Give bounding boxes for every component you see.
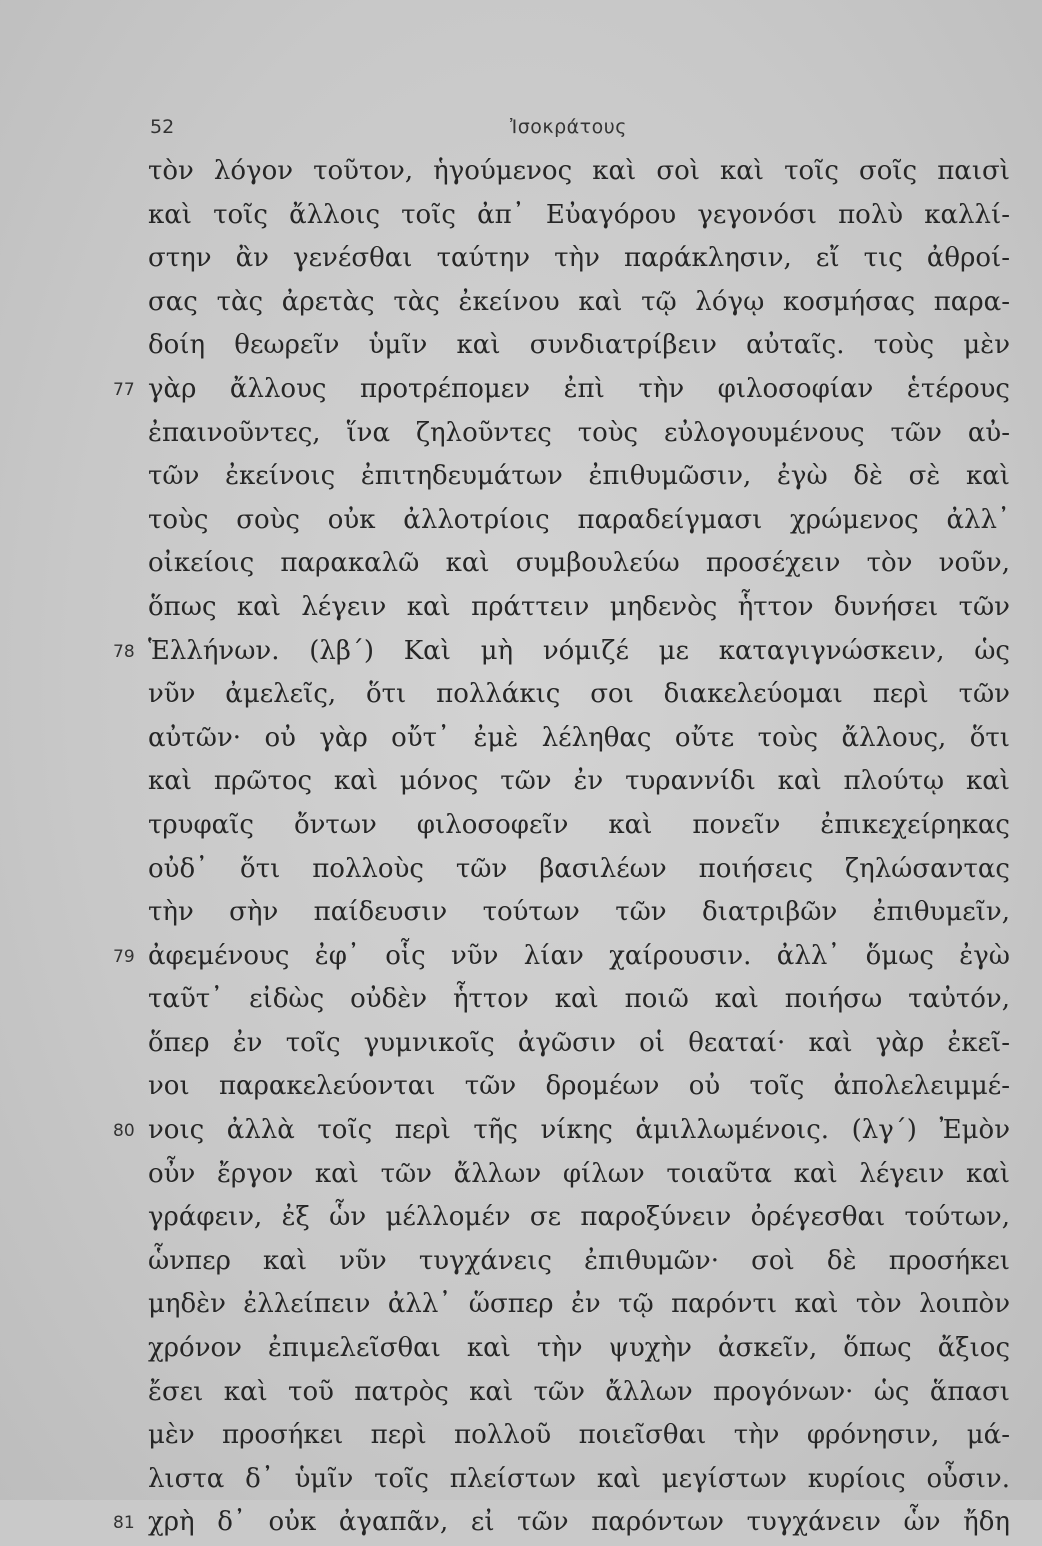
line-text: χρόνον ἐπιμελεῖσθαι καὶ τὴν ψυχὴν ἀσκεῖν, ὅπως ἄξιος <box>148 1333 1010 1364</box>
text-line <box>0 848 1042 892</box>
line-text: τὴν σὴν παίδευσιν τούτων τῶν διατριβῶν ἐπιθυμεῖν, <box>148 897 1010 928</box>
line-text: σας τὰς ἀρετὰς τὰς ἐκείνου καὶ τῷ λόγῳ κοσμήσας παρα- <box>148 286 1010 317</box>
text-line <box>0 150 1042 194</box>
line-text: μηδὲν ἐλλείπειν ἀλλ᾽ ὥσπερ ἐν τῷ παρόντι καὶ τὸν λοιπὸν <box>148 1289 1010 1320</box>
text-line <box>0 542 1042 586</box>
line-text: Ἑλλήνων. (λβ΄) Καὶ μὴ νόμιζέ με καταγιγνώσκειν, ὡς <box>148 635 1010 666</box>
line-text: νοι παρακελεύονται τῶν δρομέων οὐ τοῖς ἀπολελειμμέ- <box>148 1071 1010 1102</box>
line-text: οἰκείοις παρακαλῶ καὶ συμβουλεύω προσέχειν τὸν νοῦν, <box>148 548 1010 579</box>
line-text: χρὴ δ᾽ οὐκ ἀγαπᾶν, εἰ τῶν παρόντων τυγχάνειν ὧν ἤδη <box>148 1507 1010 1538</box>
section-number: 81 <box>113 1513 135 1534</box>
section-number: 80 <box>113 1121 135 1142</box>
line-text: μὲν προσήκει περὶ πολλοῦ ποιεῖσθαι τὴν φρόνησιν, μά- <box>148 1420 1010 1451</box>
line-text: ὅπως καὶ λέγειν καὶ πράττειν μηδενὸς ἧττον δυνήσει τῶν <box>148 591 1010 622</box>
text-line <box>0 1240 1042 1284</box>
text-line <box>0 891 1042 935</box>
line-text: γὰρ ἄλλους προτρέπομεν ἐπὶ τὴν φιλοσοφίαν ἑτέρους <box>148 373 1010 404</box>
text-line <box>0 281 1042 325</box>
text-line <box>0 1153 1042 1197</box>
text-line <box>0 1327 1042 1371</box>
text-line <box>0 1283 1042 1327</box>
text-line <box>0 1109 1042 1153</box>
text-line <box>0 1196 1042 1240</box>
section-number: 77 <box>113 379 135 400</box>
line-text: λιστα δ᾽ ὑμῖν τοῖς πλείστων καὶ μεγίστων κυρίοις οὖσιν. <box>148 1463 1010 1494</box>
text-line <box>0 324 1042 368</box>
line-text: τοὺς σοὺς οὐκ ἀλλοτρίοις παραδείγμασι χρώμενος ἀλλ᾽ <box>148 504 1010 535</box>
text-line <box>0 412 1042 456</box>
text-line <box>0 455 1042 499</box>
line-text: οὖν ἔργον καὶ τῶν ἄλλων φίλων τοιαῦτα καὶ λέγειν καὶ <box>148 1158 1010 1189</box>
line-text: ὅπερ ἐν τοῖς γυμνικοῖς ἀγῶσιν οἱ θεαταί· καὶ γὰρ ἐκεῖ- <box>148 1027 1010 1058</box>
text-line <box>0 978 1042 1022</box>
line-text: ταῦτ᾽ εἰδὼς οὐδὲν ἧττον καὶ ποιῶ καὶ ποιήσω ταὐτόν, <box>148 984 1010 1015</box>
line-text: οὐδ᾽ ὅτι πολλοὺς τῶν βασιλέων ποιήσεις ζηλώσαντας <box>148 853 1010 884</box>
text-line <box>0 586 1042 630</box>
text-line <box>0 499 1042 543</box>
line-text: νῦν ἀμελεῖς, ὅτι πολλάκις σοι διακελεύομαι περὶ τῶν <box>148 679 1010 710</box>
line-text: νοις ἀλλὰ τοῖς περὶ τῆς νίκης ἁμιλλωμένοις. (λγ΄) Ἐμὸν <box>148 1115 1010 1146</box>
text-line <box>0 1022 1042 1066</box>
text-block <box>0 150 1042 1545</box>
line-text: στην ἂν γενέσθαι ταύτην τὴν παράκλησιν, εἴ τις ἀθροί- <box>148 243 1010 274</box>
section-number: 78 <box>113 641 135 662</box>
line-text: καὶ πρῶτος καὶ μόνος τῶν ἐν τυραννίδι καὶ πλούτῳ καὶ <box>148 766 1010 797</box>
line-text: ἔσει καὶ τοῦ πατρὸς καὶ τῶν ἄλλων προγόνων· ὡς ἅπασι <box>148 1376 1010 1407</box>
text-line <box>0 630 1042 674</box>
line-text: τρυφαῖς ὄντων φιλοσοφεῖν καὶ πονεῖν ἐπικεχείρηκας <box>148 809 1010 840</box>
line-text: ἀφεμένους ἐφ᾽ οἷς νῦν λίαν χαίρουσιν. ἀλλ᾽ ὅμως ἐγὼ <box>148 940 1010 971</box>
line-text: ὧνπερ καὶ νῦν τυγχάνεις ἐπιθυμῶν· σοὶ δὲ προσήκει <box>148 1245 1010 1276</box>
text-line <box>0 194 1042 238</box>
line-text: καὶ τοῖς ἄλλοις τοῖς ἀπ᾽ Εὐαγόρου γεγονόσι πολὺ καλλί- <box>148 199 1010 230</box>
text-line <box>0 1414 1042 1458</box>
page-number: 52 <box>150 116 175 138</box>
text-line <box>0 237 1042 281</box>
text-line <box>0 760 1042 804</box>
text-line <box>0 1065 1042 1109</box>
text-line <box>0 717 1042 761</box>
line-text: τὸν λόγον τοῦτον, ἡγούμενος καὶ σοὶ καὶ τοῖς σοῖς παισὶ <box>148 156 1010 186</box>
section-number: 79 <box>113 946 135 967</box>
text-line <box>0 1371 1042 1415</box>
running-head <box>0 116 1042 140</box>
line-text: δοίη θεωρεῖν ὑμῖν καὶ συνδιατρίβειν αὐταῖς. τοὺς μὲν <box>148 330 1010 361</box>
line-text: αὐτῶν· οὐ γὰρ οὔτ᾽ ἐμὲ λέληθας οὔτε τοὺς ἄλλους, ὅτι <box>148 722 1010 753</box>
line-text: γράφειν, ἐξ ὧν μέλλομέν σε παροξύνειν ὀρέγεσθαι τούτων, <box>148 1202 1010 1233</box>
line-text: ἐπαινοῦντες, ἵνα ζηλοῦντες τοὺς εὐλογουμένους τῶν αὐ- <box>148 417 1010 448</box>
text-line <box>0 804 1042 848</box>
text-line <box>0 1458 1042 1502</box>
text-line <box>0 1501 1042 1545</box>
text-line <box>0 368 1042 412</box>
text-line <box>0 673 1042 717</box>
text-line <box>0 935 1042 979</box>
running-title: Ἰσοκράτους <box>510 116 627 138</box>
line-text: τῶν ἐκείνοις ἐπιτηδευμάτων ἐπιθυμῶσιν, ἐγὼ δὲ σὲ καὶ <box>148 461 1010 492</box>
